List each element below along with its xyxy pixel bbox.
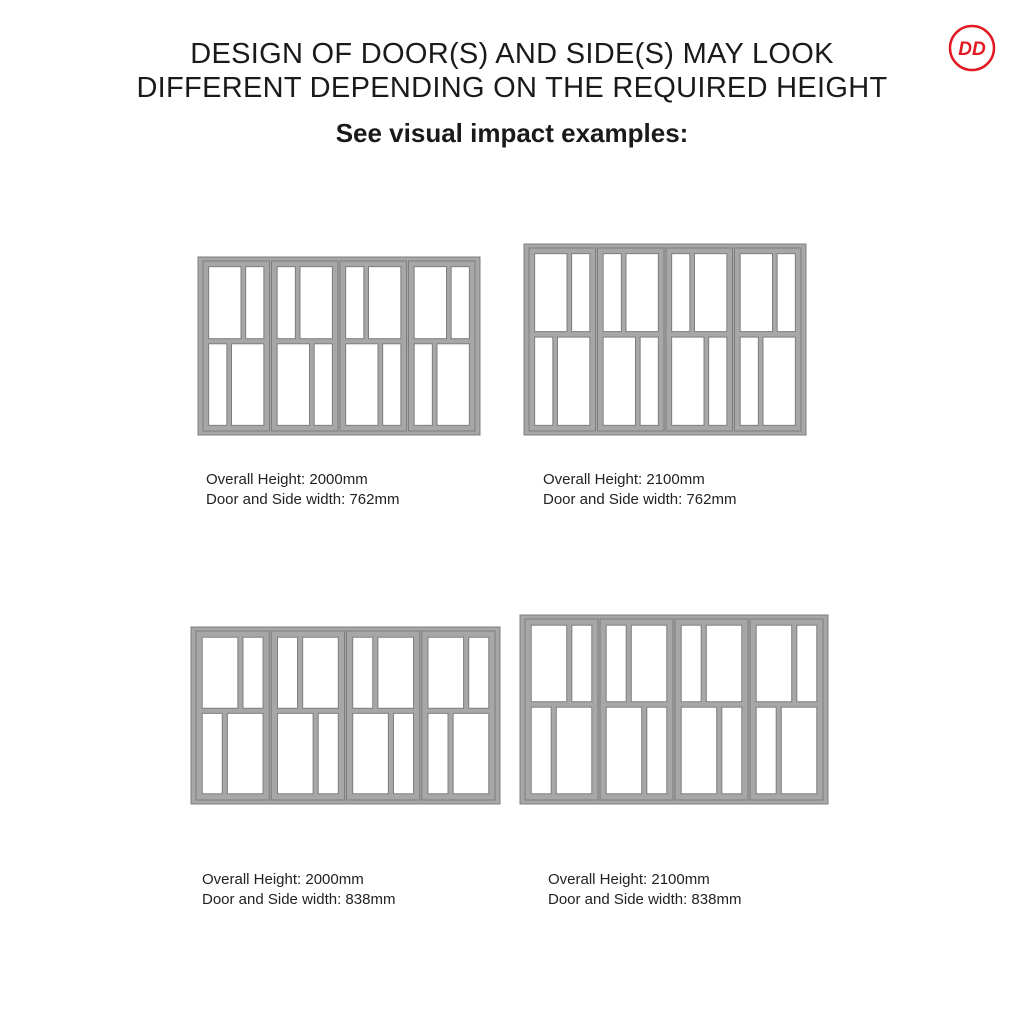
glass-pane [314, 344, 332, 426]
glass-pane [626, 254, 658, 332]
glass-pane [672, 337, 704, 425]
glass-pane [202, 713, 222, 793]
title-line-1: DESIGN OF DOOR(S) AND SIDE(S) MAY LOOK [190, 38, 834, 70]
glass-pane [202, 637, 238, 708]
glass-pane [572, 625, 592, 702]
title-line-2: DIFFERENT DEPENDING ON THE REQUIRED HEIGHT [136, 72, 888, 104]
glass-pane [451, 267, 469, 339]
logo-text: DD [958, 39, 986, 60]
glass-pane [437, 344, 469, 426]
glass-pane [353, 713, 389, 793]
glass-pane [709, 337, 727, 425]
glass-pane [681, 707, 717, 794]
glass-pane [647, 707, 667, 794]
glass-pane [672, 254, 690, 332]
glass-pane [531, 625, 567, 702]
glass-pane [695, 254, 727, 332]
example-caption-1 [206, 470, 399, 510]
door-set-example-4 [520, 615, 828, 804]
glass-pane [603, 337, 635, 425]
glass-pane [722, 707, 742, 794]
overall-height-label: Overall Height: 2000mm [206, 471, 368, 488]
glass-pane [318, 713, 338, 793]
glass-pane [277, 637, 297, 708]
glass-pane [353, 637, 373, 708]
glass-pane [346, 344, 378, 426]
glass-pane [572, 254, 590, 332]
door-width-label: Door and Side width: 762mm [543, 491, 737, 508]
glass-pane [797, 625, 817, 702]
glass-pane [346, 267, 364, 339]
glass-pane [300, 267, 332, 339]
example-caption-4 [548, 870, 741, 910]
glass-pane [535, 337, 553, 425]
glass-pane [558, 337, 590, 425]
door-set-example-3 [191, 627, 500, 804]
glass-pane [706, 625, 742, 702]
glass-pane [277, 267, 295, 339]
glass-pane [277, 344, 309, 426]
glass-pane [246, 267, 264, 339]
glass-pane [740, 337, 758, 425]
glass-pane [756, 625, 792, 702]
door-set-example-2 [524, 244, 806, 435]
glass-pane [232, 344, 264, 426]
glass-pane [209, 267, 241, 339]
glass-pane [606, 707, 642, 794]
glass-pane [227, 713, 263, 793]
glass-pane [369, 267, 401, 339]
overall-height-label: Overall Height: 2100mm [548, 871, 710, 888]
door-width-label: Door and Side width: 838mm [548, 891, 742, 908]
glass-pane [631, 625, 667, 702]
glass-pane [763, 337, 795, 425]
glass-pane [777, 254, 795, 332]
glass-pane [383, 344, 401, 426]
glass-pane [535, 254, 567, 332]
door-width-label: Door and Side width: 762mm [206, 491, 400, 508]
glass-pane [453, 713, 489, 793]
glass-pane [414, 267, 446, 339]
glass-pane [740, 254, 772, 332]
glass-pane [781, 707, 817, 794]
door-width-label: Door and Side width: 838mm [202, 891, 396, 908]
glass-pane [428, 637, 464, 708]
glass-pane [209, 344, 227, 426]
glass-pane [606, 625, 626, 702]
glass-pane [378, 637, 414, 708]
glass-pane [603, 254, 621, 332]
glass-pane [681, 625, 701, 702]
glass-pane [756, 707, 776, 794]
glass-pane [393, 713, 413, 793]
example-caption-3 [202, 870, 395, 910]
overall-height-label: Overall Height: 2000mm [202, 871, 364, 888]
glass-pane [428, 713, 448, 793]
glass-pane [277, 713, 313, 793]
page-subtitle: See visual impact examples: [335, 118, 689, 148]
glass-pane [414, 344, 432, 426]
overall-height-label: Overall Height: 2100mm [543, 471, 705, 488]
example-caption-2 [543, 470, 736, 510]
glass-pane [640, 337, 658, 425]
glass-pane [556, 707, 592, 794]
glass-pane [243, 637, 263, 708]
glass-pane [531, 707, 551, 794]
door-set-example-1 [198, 257, 480, 435]
glass-pane [303, 637, 339, 708]
glass-pane [469, 637, 489, 708]
